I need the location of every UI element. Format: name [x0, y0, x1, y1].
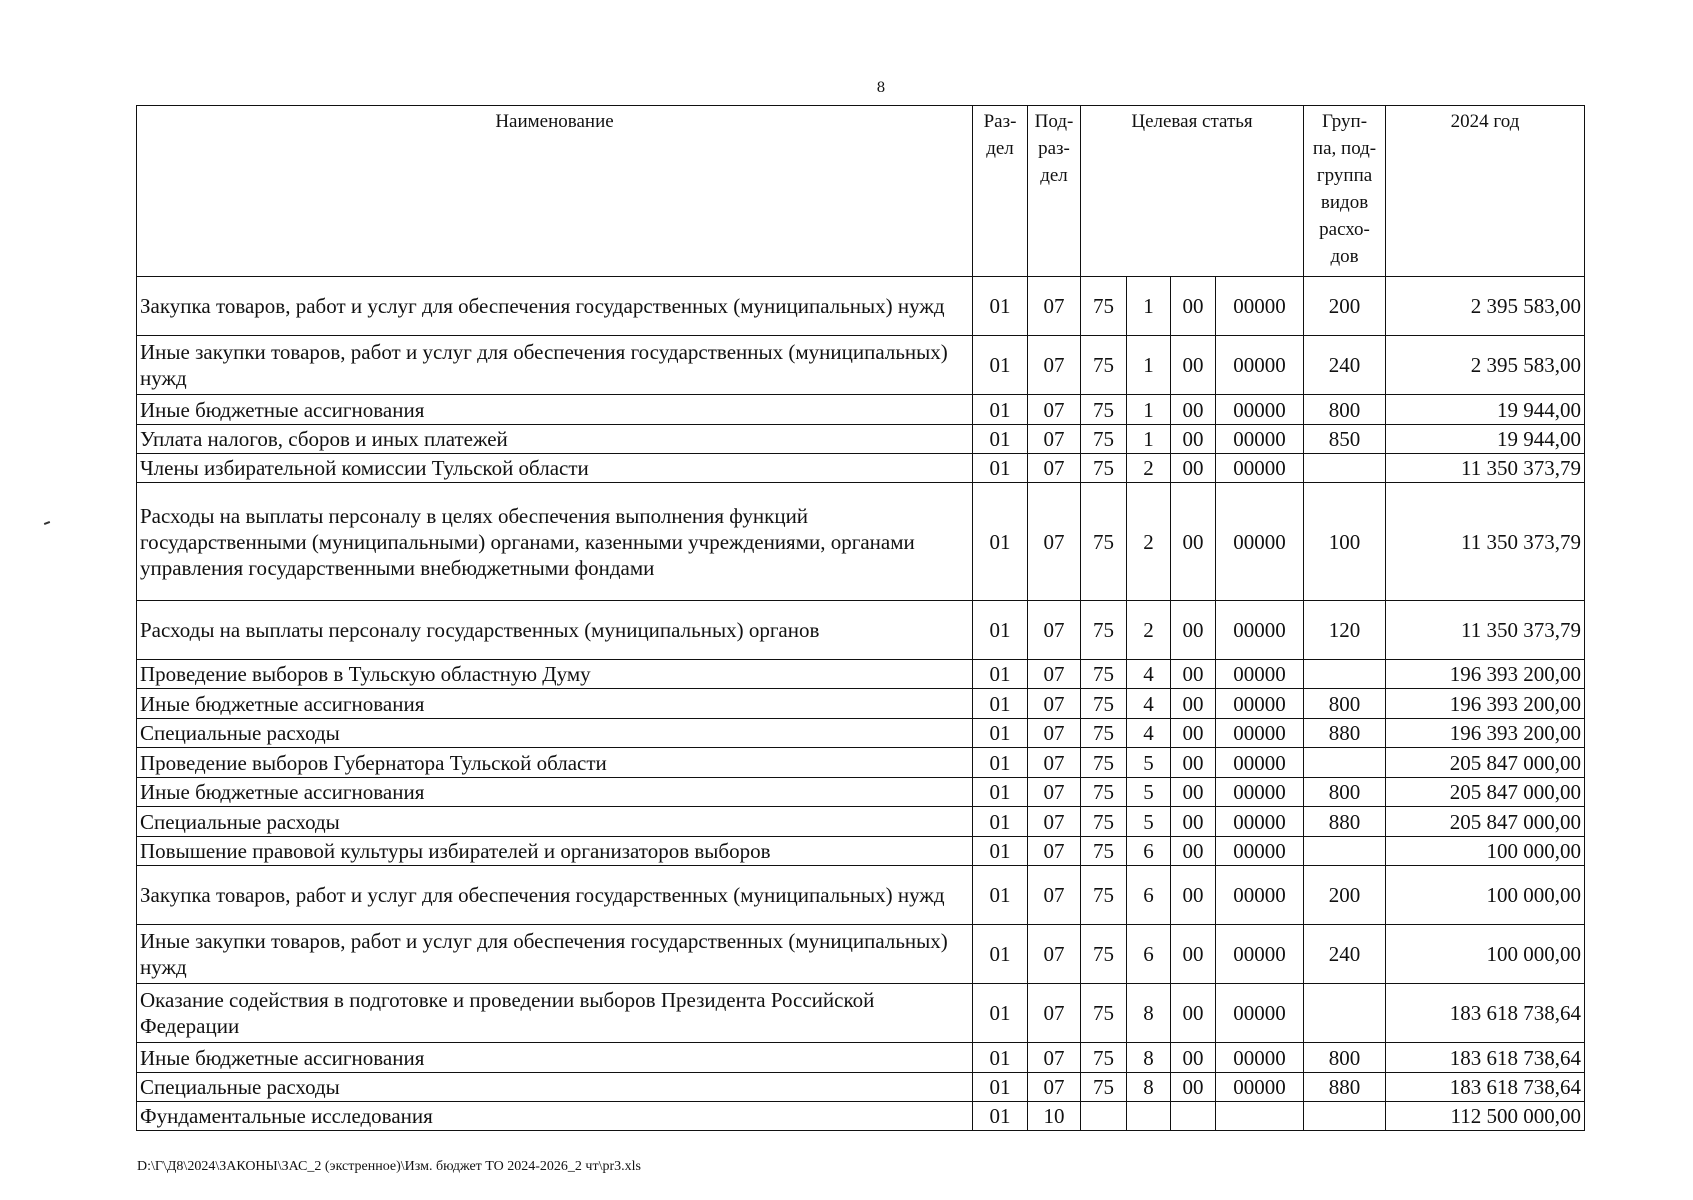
row-section: 01	[973, 866, 1028, 925]
row-subsection: 07	[1028, 778, 1081, 807]
row-target-subprogram: 8	[1127, 1073, 1171, 1102]
row-target-subprogram: 1	[1127, 277, 1171, 336]
row-subsection: 07	[1028, 837, 1081, 866]
row-target-program: 75	[1081, 1043, 1127, 1073]
row-target-direction: 00000	[1216, 277, 1304, 336]
row-section: 01	[973, 984, 1028, 1043]
row-expense-group: 800	[1304, 1043, 1386, 1073]
row-target-program: 75	[1081, 925, 1127, 984]
row-target-subprogram: 1	[1127, 336, 1171, 395]
row-amount: 19 944,00	[1386, 425, 1585, 454]
row-target-subprogram	[1127, 1102, 1171, 1131]
row-section: 01	[973, 660, 1028, 689]
row-subsection: 07	[1028, 866, 1081, 925]
row-expense-group	[1304, 837, 1386, 866]
row-target-direction: 00000	[1216, 866, 1304, 925]
row-subsection: 07	[1028, 748, 1081, 778]
row-target-event: 00	[1171, 454, 1216, 483]
row-section: 01	[973, 454, 1028, 483]
row-section: 01	[973, 336, 1028, 395]
row-expense-group: 800	[1304, 778, 1386, 807]
row-subsection: 07	[1028, 395, 1081, 425]
row-section: 01	[973, 425, 1028, 454]
row-name: Иные закупки товаров, работ и услуг для обеспечения государственных (муниципальных) нужд	[137, 336, 973, 395]
row-target-event: 00	[1171, 719, 1216, 748]
row-target-program: 75	[1081, 719, 1127, 748]
row-target-direction: 00000	[1216, 454, 1304, 483]
row-target-direction: 00000	[1216, 807, 1304, 837]
row-target-event: 00	[1171, 807, 1216, 837]
row-name: Проведение выборов в Тульскую областную Думу	[137, 660, 973, 689]
row-target-subprogram: 8	[1127, 1043, 1171, 1073]
row-target-direction: 00000	[1216, 719, 1304, 748]
row-section: 01	[973, 748, 1028, 778]
row-amount: 205 847 000,00	[1386, 748, 1585, 778]
row-target-subprogram: 6	[1127, 837, 1171, 866]
table-row	[137, 837, 1585, 866]
row-amount: 112 500 000,00	[1386, 1102, 1585, 1131]
row-subsection: 07	[1028, 454, 1081, 483]
row-section: 01	[973, 395, 1028, 425]
row-target-program: 75	[1081, 454, 1127, 483]
row-target-program: 75	[1081, 807, 1127, 837]
row-target-direction: 00000	[1216, 925, 1304, 984]
row-expense-group: 240	[1304, 925, 1386, 984]
row-name: Иные бюджетные ассигнования	[137, 689, 973, 719]
row-expense-group: 200	[1304, 277, 1386, 336]
row-target-event: 00	[1171, 601, 1216, 660]
row-amount: 11 350 373,79	[1386, 454, 1585, 483]
row-target-direction: 00000	[1216, 395, 1304, 425]
row-target-event: 00	[1171, 1073, 1216, 1102]
page-number: 8	[876, 80, 886, 96]
row-amount: 205 847 000,00	[1386, 778, 1585, 807]
row-subsection: 07	[1028, 660, 1081, 689]
row-subsection: 07	[1028, 1073, 1081, 1102]
row-amount: 2 395 583,00	[1386, 336, 1585, 395]
row-expense-group	[1304, 660, 1386, 689]
row-subsection: 07	[1028, 689, 1081, 719]
row-target-event: 00	[1171, 277, 1216, 336]
row-name: Члены избирательной комиссии Тульской области	[137, 454, 973, 483]
table-row	[137, 807, 1585, 837]
row-target-event: 00	[1171, 1043, 1216, 1073]
row-target-direction: 00000	[1216, 689, 1304, 719]
row-target-program: 75	[1081, 984, 1127, 1043]
row-section: 01	[973, 601, 1028, 660]
row-name: Проведение выборов Губернатора Тульской области	[137, 748, 973, 778]
row-amount: 205 847 000,00	[1386, 807, 1585, 837]
row-expense-group: 200	[1304, 866, 1386, 925]
row-name: Уплата налогов, сборов и иных платежей	[137, 425, 973, 454]
row-name: Иные бюджетные ассигнования	[137, 1043, 973, 1073]
table-row	[137, 984, 1585, 1043]
table-row	[137, 1043, 1585, 1073]
table-body	[137, 277, 1585, 1131]
header-section: Раз- дел	[973, 106, 1028, 277]
row-target-direction: 00000	[1216, 778, 1304, 807]
table-header-row	[137, 106, 1585, 277]
header-year: 2024 год	[1386, 106, 1585, 277]
row-amount: 183 618 738,64	[1386, 984, 1585, 1043]
row-target-program: 75	[1081, 425, 1127, 454]
table-row	[137, 925, 1585, 984]
table-row	[137, 454, 1585, 483]
row-target-event: 00	[1171, 336, 1216, 395]
row-target-program: 75	[1081, 837, 1127, 866]
table-row	[137, 601, 1585, 660]
row-amount: 100 000,00	[1386, 866, 1585, 925]
row-subsection: 07	[1028, 483, 1081, 601]
row-name: Расходы на выплаты персоналу в целях обеспечения выполнения функций государственными (муниципальными) органами, казенными учреждениями, органами управления государственными внебюджетными фондами	[137, 483, 973, 601]
row-target-program: 75	[1081, 336, 1127, 395]
row-target-subprogram: 1	[1127, 395, 1171, 425]
row-target-program: 75	[1081, 277, 1127, 336]
row-target-event: 00	[1171, 689, 1216, 719]
row-target-subprogram: 1	[1127, 425, 1171, 454]
row-name: Закупка товаров, работ и услуг для обеспечения государственных (муниципальных) нужд	[137, 866, 973, 925]
header-target-article: Целевая статья	[1081, 106, 1304, 277]
row-section: 01	[973, 925, 1028, 984]
row-name: Специальные расходы	[137, 719, 973, 748]
table-row	[137, 778, 1585, 807]
row-target-subprogram: 2	[1127, 601, 1171, 660]
table-row	[137, 425, 1585, 454]
row-target-direction	[1216, 1102, 1304, 1131]
row-section: 01	[973, 1043, 1028, 1073]
row-target-subprogram: 2	[1127, 483, 1171, 601]
row-target-direction: 00000	[1216, 1043, 1304, 1073]
row-target-subprogram: 6	[1127, 866, 1171, 925]
row-amount: 19 944,00	[1386, 395, 1585, 425]
row-name: Иные закупки товаров, работ и услуг для обеспечения государственных (муниципальных) нужд	[137, 925, 973, 984]
budget-table	[136, 105, 1585, 1131]
row-amount: 100 000,00	[1386, 837, 1585, 866]
row-target-direction: 00000	[1216, 1073, 1304, 1102]
row-target-program: 75	[1081, 601, 1127, 660]
row-target-program: 75	[1081, 660, 1127, 689]
row-target-event: 00	[1171, 925, 1216, 984]
table-row	[137, 866, 1585, 925]
row-target-event: 00	[1171, 778, 1216, 807]
row-target-program: 75	[1081, 395, 1127, 425]
row-expense-group	[1304, 984, 1386, 1043]
row-target-direction: 00000	[1216, 984, 1304, 1043]
row-amount: 11 350 373,79	[1386, 601, 1585, 660]
table-row	[137, 748, 1585, 778]
row-name: Специальные расходы	[137, 807, 973, 837]
row-section: 01	[973, 1073, 1028, 1102]
table-row	[137, 277, 1585, 336]
row-expense-group: 880	[1304, 1073, 1386, 1102]
row-expense-group: 800	[1304, 395, 1386, 425]
table-row	[137, 719, 1585, 748]
row-subsection: 07	[1028, 719, 1081, 748]
row-target-subprogram: 5	[1127, 807, 1171, 837]
row-expense-group: 880	[1304, 719, 1386, 748]
row-amount: 11 350 373,79	[1386, 483, 1585, 601]
row-target-subprogram: 5	[1127, 778, 1171, 807]
row-target-program: 75	[1081, 748, 1127, 778]
row-expense-group	[1304, 454, 1386, 483]
row-target-program: 75	[1081, 689, 1127, 719]
row-subsection: 07	[1028, 277, 1081, 336]
row-expense-group: 850	[1304, 425, 1386, 454]
row-expense-group	[1304, 1102, 1386, 1131]
row-subsection: 07	[1028, 925, 1081, 984]
row-subsection: 07	[1028, 984, 1081, 1043]
row-target-event: 00	[1171, 483, 1216, 601]
row-amount: 196 393 200,00	[1386, 689, 1585, 719]
row-name: Оказание содействия в подготовке и проведении выборов Президента Российской Федерации	[137, 984, 973, 1043]
row-target-subprogram: 4	[1127, 719, 1171, 748]
row-target-program: 75	[1081, 778, 1127, 807]
row-target-direction: 00000	[1216, 748, 1304, 778]
row-target-event: 00	[1171, 748, 1216, 778]
row-target-program: 75	[1081, 1073, 1127, 1102]
row-amount: 100 000,00	[1386, 925, 1585, 984]
row-section: 01	[973, 689, 1028, 719]
footer-file-path: D:\Г\Д8\2024\ЗАКОНЫ\ЗАС_2 (экстренное)\Изм. бюджет ТО 2024-2026_2 чт\pr3.xls	[137, 1159, 641, 1174]
table-row	[137, 660, 1585, 689]
row-section: 01	[973, 807, 1028, 837]
row-section: 01	[973, 837, 1028, 866]
row-target-program: 75	[1081, 483, 1127, 601]
table-row	[137, 336, 1585, 395]
row-target-direction: 00000	[1216, 483, 1304, 601]
row-expense-group: 120	[1304, 601, 1386, 660]
row-expense-group: 880	[1304, 807, 1386, 837]
row-name: Закупка товаров, работ и услуг для обеспечения государственных (муниципальных) нужд	[137, 277, 973, 336]
row-section: 01	[973, 483, 1028, 601]
row-target-direction: 00000	[1216, 601, 1304, 660]
table-row	[137, 689, 1585, 719]
row-section: 01	[973, 277, 1028, 336]
row-name: Фундаментальные исследования	[137, 1102, 973, 1131]
row-target-event	[1171, 1102, 1216, 1131]
row-subsection: 07	[1028, 601, 1081, 660]
row-subsection: 07	[1028, 807, 1081, 837]
row-section: 01	[973, 719, 1028, 748]
row-target-direction: 00000	[1216, 660, 1304, 689]
row-target-event: 00	[1171, 866, 1216, 925]
row-amount: 2 395 583,00	[1386, 277, 1585, 336]
row-expense-group: 100	[1304, 483, 1386, 601]
header-name: Наименование	[137, 106, 973, 277]
row-target-event: 00	[1171, 425, 1216, 454]
row-target-direction: 00000	[1216, 336, 1304, 395]
row-name: Повышение правовой культуры избирателей и организаторов выборов	[137, 837, 973, 866]
row-target-event: 00	[1171, 395, 1216, 425]
row-subsection: 07	[1028, 425, 1081, 454]
row-subsection: 07	[1028, 336, 1081, 395]
row-target-direction: 00000	[1216, 425, 1304, 454]
row-target-event: 00	[1171, 660, 1216, 689]
header-subsection: Под- раз- дел	[1028, 106, 1081, 277]
scan-mark	[44, 521, 50, 525]
row-name: Расходы на выплаты персоналу государственных (муниципальных) органов	[137, 601, 973, 660]
row-target-direction: 00000	[1216, 837, 1304, 866]
table-row	[137, 1102, 1585, 1131]
header-expense-group: Груп- па, под- группа видов расхо- дов	[1304, 106, 1386, 277]
row-target-subprogram: 4	[1127, 660, 1171, 689]
row-section: 01	[973, 778, 1028, 807]
row-target-subprogram: 5	[1127, 748, 1171, 778]
table-row	[137, 483, 1585, 601]
row-target-subprogram: 2	[1127, 454, 1171, 483]
row-expense-group: 800	[1304, 689, 1386, 719]
row-amount: 196 393 200,00	[1386, 660, 1585, 689]
row-target-subprogram: 8	[1127, 984, 1171, 1043]
row-target-program	[1081, 1102, 1127, 1131]
table-row	[137, 395, 1585, 425]
row-target-event: 00	[1171, 984, 1216, 1043]
row-target-program: 75	[1081, 866, 1127, 925]
row-expense-group	[1304, 748, 1386, 778]
row-amount: 183 618 738,64	[1386, 1073, 1585, 1102]
row-name: Иные бюджетные ассигнования	[137, 778, 973, 807]
row-amount: 183 618 738,64	[1386, 1043, 1585, 1073]
row-name: Иные бюджетные ассигнования	[137, 395, 973, 425]
table-row	[137, 1073, 1585, 1102]
row-expense-group: 240	[1304, 336, 1386, 395]
row-name: Специальные расходы	[137, 1073, 973, 1102]
row-target-subprogram: 4	[1127, 689, 1171, 719]
row-target-event: 00	[1171, 837, 1216, 866]
row-section: 01	[973, 1102, 1028, 1131]
row-subsection: 10	[1028, 1102, 1081, 1131]
row-subsection: 07	[1028, 1043, 1081, 1073]
row-target-subprogram: 6	[1127, 925, 1171, 984]
row-amount: 196 393 200,00	[1386, 719, 1585, 748]
